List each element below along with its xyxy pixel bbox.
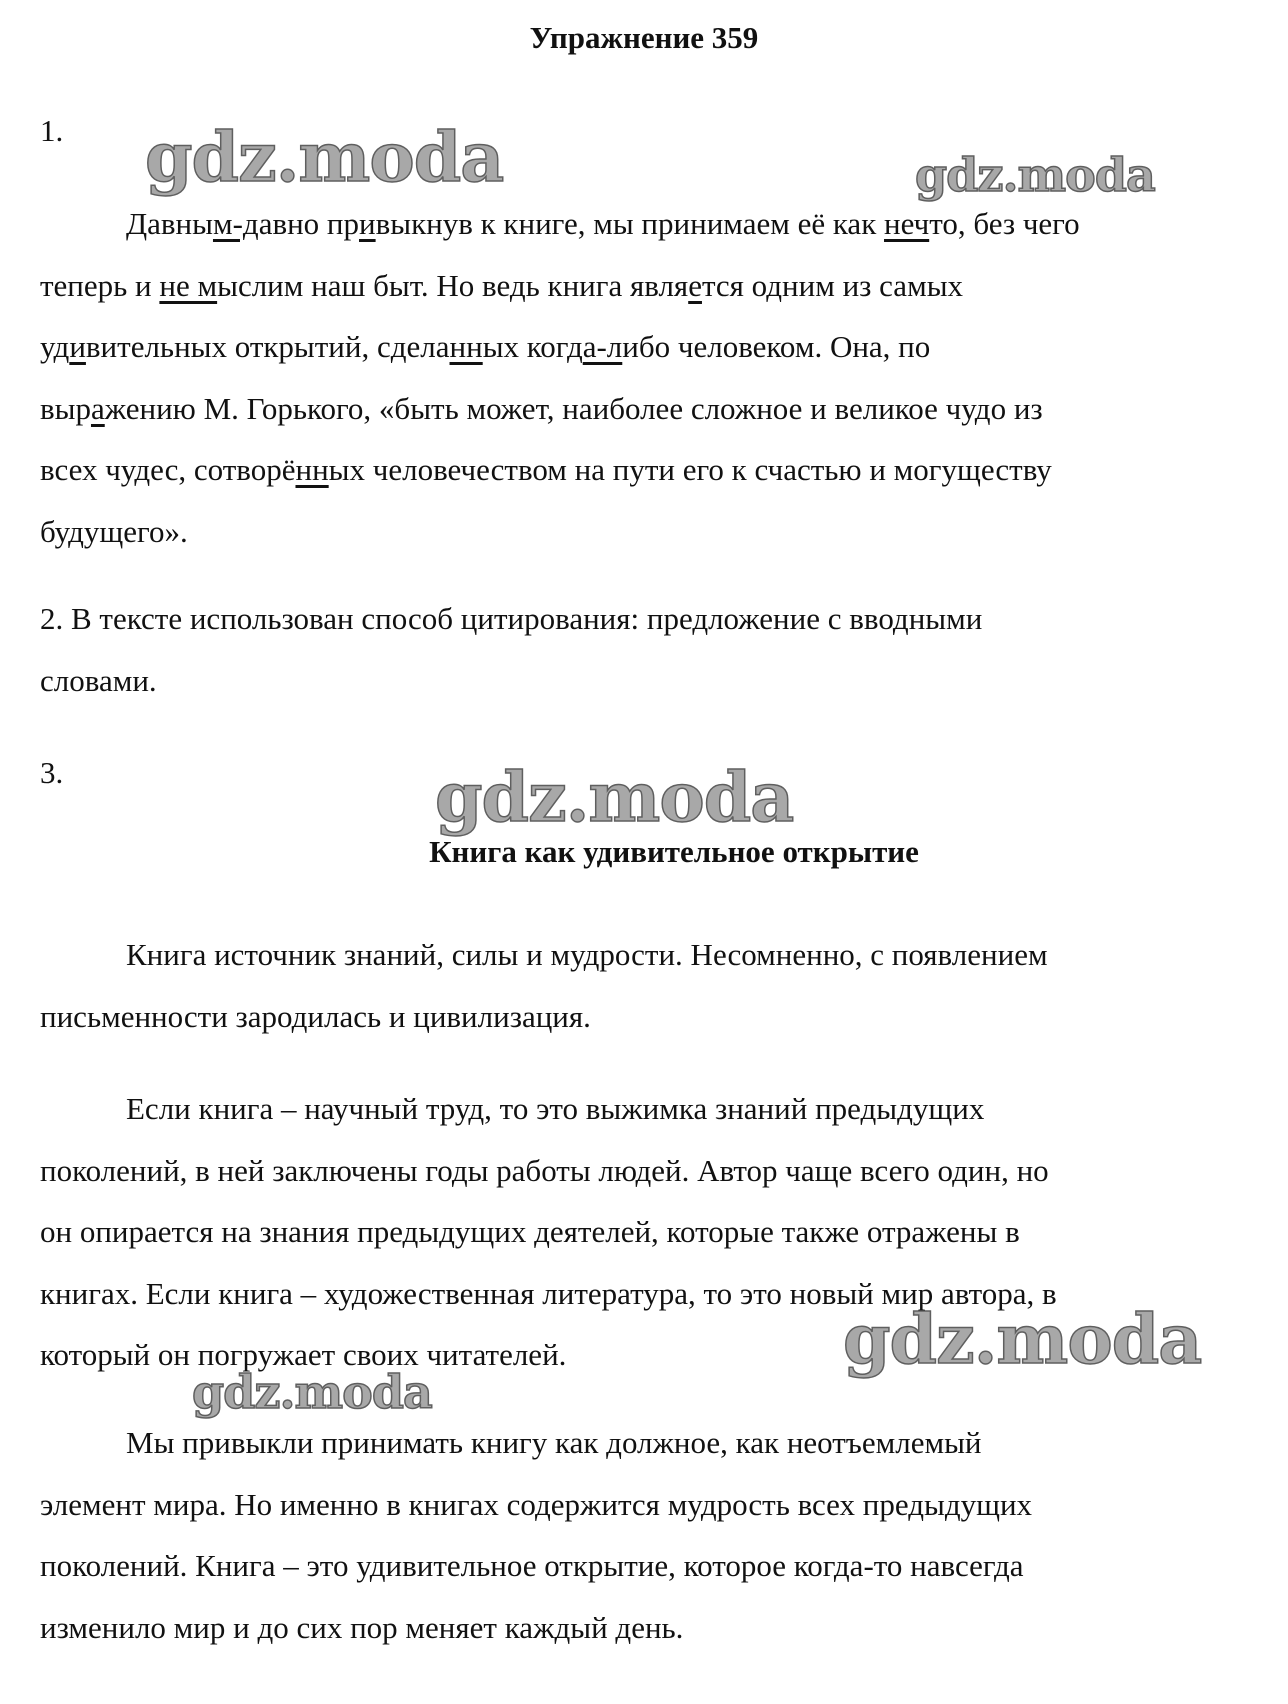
text-line: Мы привыкли принимать книгу как должное, как неотъемлемый [126,1425,982,1460]
text-line: который он погружает своих читателей. [40,1337,567,1372]
text-line [40,439,1248,501]
underlined-spelling: а [90,390,105,426]
underlined-spelling: неч [884,206,930,241]
text-segment: уд [40,329,70,364]
text-line [40,193,1248,255]
watermark: gdz.moda [145,118,504,198]
text-line [40,255,1248,317]
text-line [40,501,1248,563]
text-line: поколений, в ней заключены годы работы людей. Автор чаще всего один, но [40,1152,1049,1188]
underlined-spelling: и [69,329,86,364]
text-segment: выр [40,390,91,426]
text-segment: вительных открытий, сдела [85,329,450,364]
item-3-number: 3. [40,755,64,790]
text-segment: выкнув к книге, мы принимаем её как [375,206,885,241]
text-segment: всех чудес, сотворё [40,452,296,487]
text-segment: Давны [126,206,213,241]
watermark: gdz.moda [915,148,1155,202]
text-line: Если книга – научный труд, то это выжимка знаний предыдущих [126,1091,985,1126]
text-line: элемент мира. Но именно в книгах содержится мудрость всех предыдущих [40,1486,1033,1522]
text-line [40,378,1248,440]
underlined-spelling: а-л [582,329,623,364]
text-line: Книга источник знаний, силы и мудрости. Несомненно, с появлением [126,937,1048,972]
text-segment: теперь и [40,267,160,303]
essay-paragraph-3 [40,1412,1248,1658]
text-segment: ибо человеком. Она, по [622,329,931,364]
underlined-spelling: не м [159,267,218,303]
text-line: книгах. Если книга – художественная литература, то это новый мир автора, в [40,1275,1057,1311]
text-line: изменило мир и до сих пор меняет каждый день. [40,1609,684,1645]
underlined-spelling: нн [449,329,483,364]
text-segment: то, без чего [929,206,1080,241]
text-segment: жению М. Горького, «быть может, наиболее сложное и великое чудо из [104,390,1043,426]
item-1-text [40,193,1248,562]
underlined-spelling: и [359,206,376,241]
text-segment: ыслим наш быт. Но ведь книга явля [217,267,689,303]
essay-heading: Книга как удивительное открытие [429,834,919,869]
watermark: gdz.moda [192,1365,432,1419]
text-line: словами. [40,662,157,698]
item-1-number: 1. [40,113,64,148]
watermark: gdz.moda [843,1300,1202,1380]
text-segment: ых когд [482,329,583,364]
watermark: gdz.moda [435,758,794,838]
underlined-spelling: е [688,267,702,303]
page-title: Упражнение 359 [529,20,759,55]
item-2-text [40,588,1248,711]
text-line: он опирается на знания предыдущих деятелей, которые также отражены в [40,1214,1020,1249]
text-segment: ых человечеством на пути его к счастью и могуществу [328,452,1052,487]
text-segment: авно пр [258,206,360,241]
text-line: письменности зародилась и цивилизация. [40,998,591,1034]
essay-paragraph-1 [40,924,1248,1047]
underlined-spelling: нн [295,452,329,487]
text-segment: будущего». [40,513,188,549]
underlined-spelling: м-д [212,206,259,241]
text-segment: тся одним из самых [701,267,964,303]
text-line [40,316,1248,378]
text-line: 2. В тексте использован способ цитирования: предложение с вводными [40,601,983,636]
text-line: поколений. Книга – это удивительное открытие, которое когда-то навсегда [40,1548,1024,1583]
